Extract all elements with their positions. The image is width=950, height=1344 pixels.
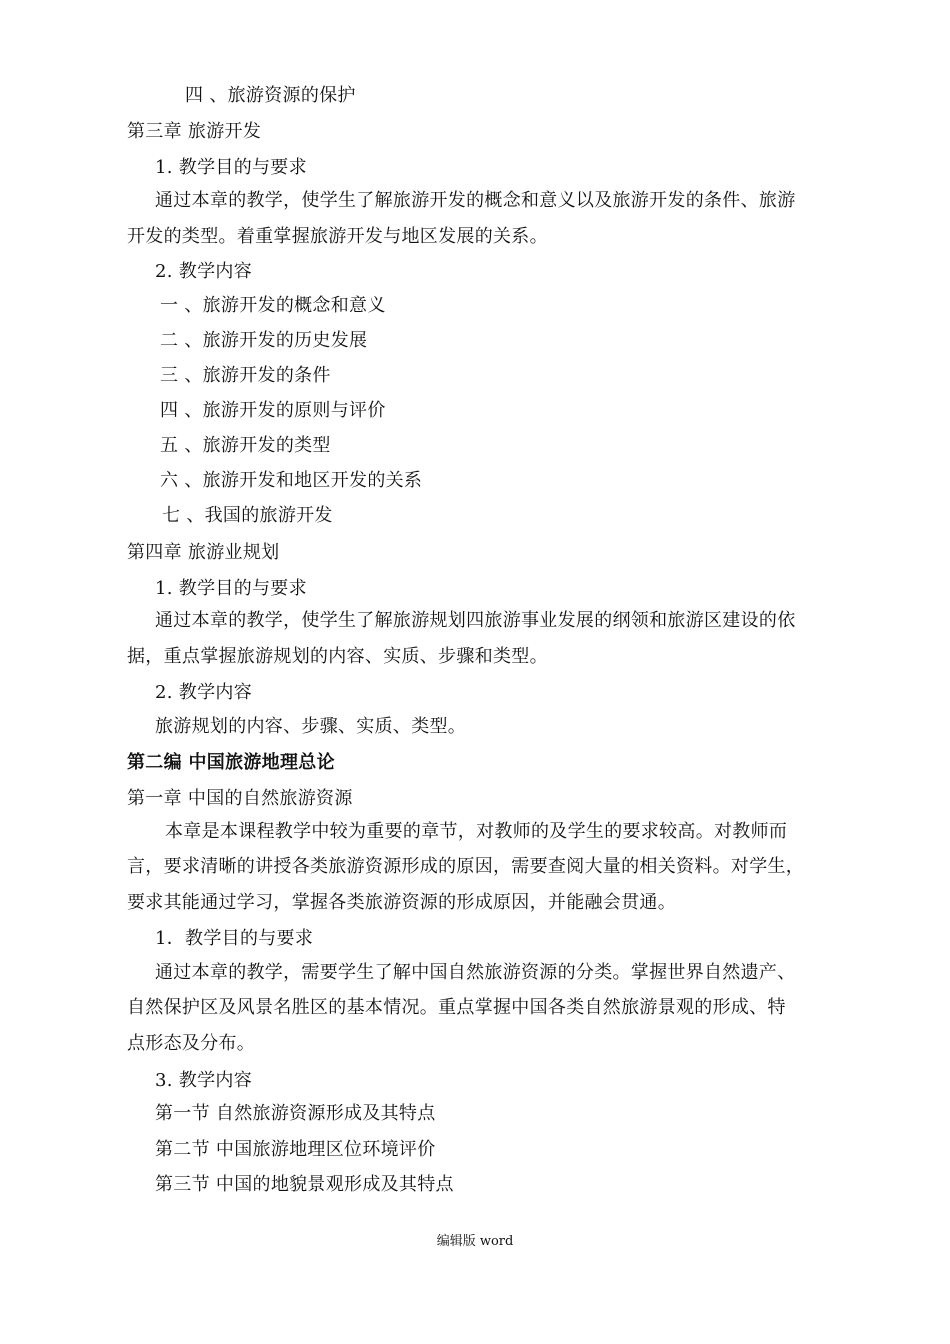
list-item: 一 、旅游开发的概念和意义 (160, 295, 386, 316)
paragraph-line: 通过本章的教学，使学生了解旅游规划四旅游事业发展的纲领和旅游区建设的依 (155, 610, 796, 631)
subheading-objectives: 1．教学目的与要求 (155, 928, 314, 949)
subheading-content: 2. 教学内容 (155, 261, 252, 282)
subheading-content: 3. 教学内容 (155, 1070, 252, 1091)
paragraph-line: 通过本章的教学，使学生了解旅游开发的概念和意义以及旅游开发的条件、旅游 (155, 190, 796, 211)
section-item-4-resource-protection: 四 、旅游资源的保护 (185, 85, 356, 106)
paragraph-line: 要求其能通过学习，掌握各类旅游资源的形成原因，并能融会贯通。 (127, 892, 676, 913)
paragraph-line: 点形态及分布。 (127, 1033, 256, 1054)
paragraph-line: 本章是本课程教学中较为重要的章节，对教师的及学生的要求较高。对教师而 (165, 821, 788, 842)
chapter-3-heading: 第三章 旅游开发 (127, 121, 262, 142)
list-item: 五 、旅游开发的类型 (160, 435, 331, 456)
paragraph-line: 言，要求清晰的讲授各类旅游资源形成的原因，需要查阅大量的相关资料。对学生， (127, 856, 805, 877)
subheading-objectives: 1. 教学目的与要求 (155, 157, 307, 178)
chapter-4-heading: 第四章 旅游业规划 (127, 542, 280, 563)
list-item: 六 、旅游开发和地区开发的关系 (160, 470, 423, 491)
section-title: 第一节 自然旅游资源形成及其特点 (155, 1103, 436, 1124)
section-title: 第二节 中国旅游地理区位环境评价 (155, 1139, 436, 1160)
subheading-content: 2. 教学内容 (155, 682, 252, 703)
paragraph-line: 开发的类型。着重掌握旅游开发与地区发展的关系。 (127, 226, 548, 247)
paragraph-line: 自然保护区及风景名胜区的基本情况。重点掌握中国各类自然旅游景观的形成、特 (127, 997, 786, 1018)
page-footer: 编辑版 word (436, 1234, 514, 1249)
list-item: 二 、旅游开发的历史发展 (160, 330, 368, 351)
subheading-objectives: 1. 教学目的与要求 (155, 578, 307, 599)
paragraph-line: 据，重点掌握旅游规划的内容、实质、步骤和类型。 (127, 646, 548, 667)
list-item: 三 、旅游开发的条件 (160, 365, 331, 386)
list-item: 四 、旅游开发的原则与评价 (160, 400, 386, 421)
section-title: 第三节 中国的地貌景观形成及其特点 (155, 1174, 454, 1195)
list-item: 七 、我国的旅游开发 (162, 505, 333, 526)
paragraph-line: 通过本章的教学，需要学生了解中国自然旅游资源的分类。掌握世界自然遗产、 (155, 962, 796, 983)
chapter-1-heading: 第一章 中国的自然旅游资源 (127, 788, 353, 809)
part-2-heading: 第二编 中国旅游地理总论 (127, 752, 335, 773)
paragraph-line: 旅游规划的内容、步骤、实质、类型。 (155, 716, 467, 737)
